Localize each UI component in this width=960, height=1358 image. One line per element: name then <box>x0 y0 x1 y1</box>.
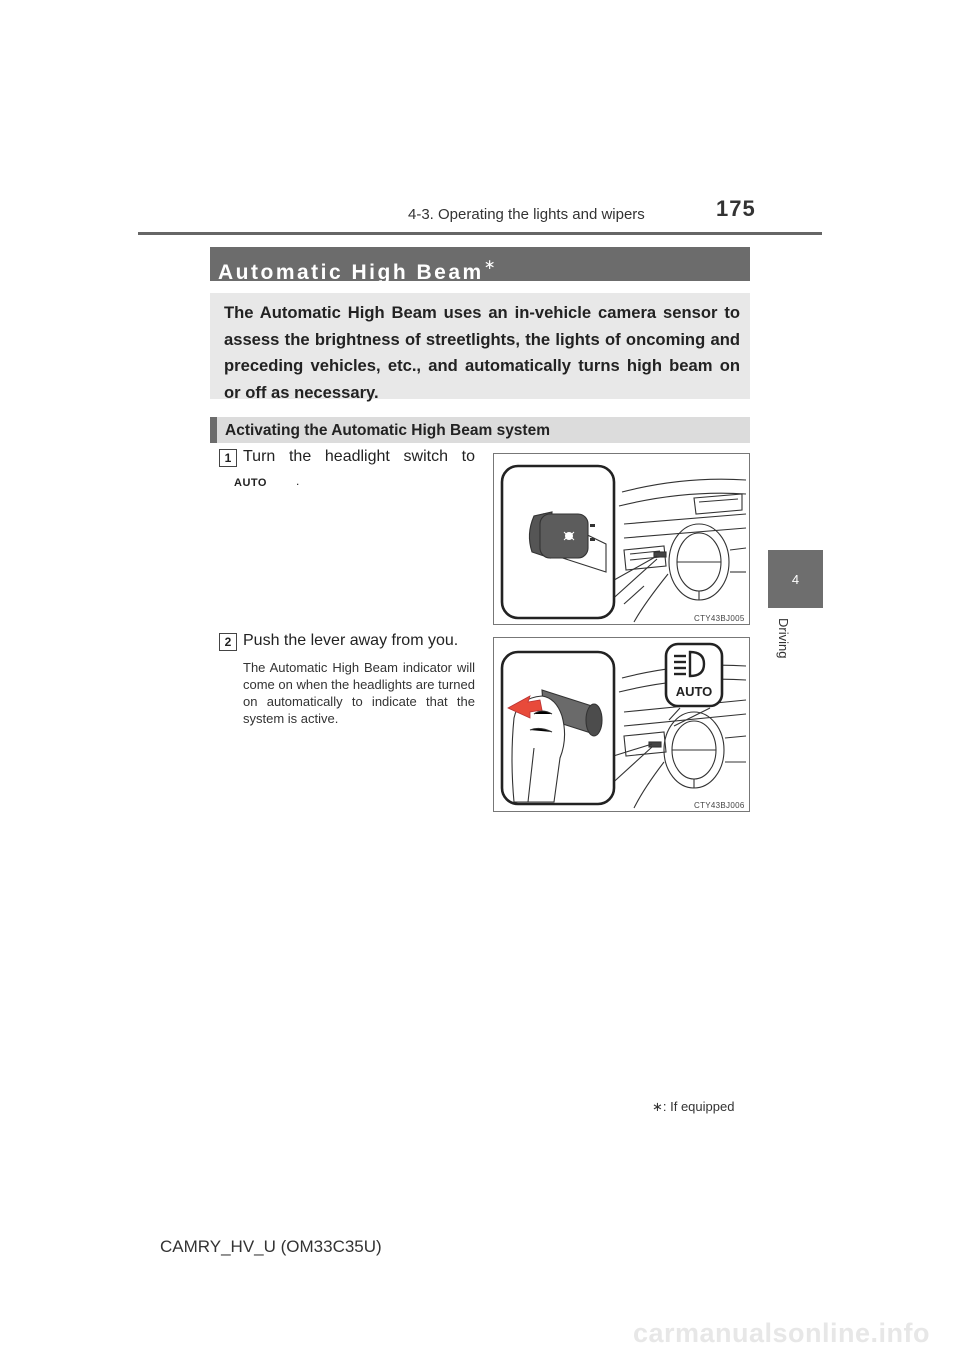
step-2-text: Push the lever away from you. <box>243 632 459 649</box>
title-text: Automatic High Beam <box>218 261 484 284</box>
chapter-label: Driving <box>776 618 791 659</box>
step-1-text: Turn the headlight switch to <box>243 448 475 465</box>
auto-switch-icon: AUTO <box>234 477 267 489</box>
step-1-suffix: . <box>296 474 300 488</box>
intro-paragraph: The Automatic High Beam uses an in-vehicle camera sensor to assess the brightness of streetlights, the lights of oncoming and preceding vehicles, etc., and automatically turns high beam on or off as necessary. <box>210 293 750 399</box>
step-1-badge: 1 <box>219 449 237 467</box>
figure-code-1: CTY43BJ005 <box>694 614 745 623</box>
headlight-switch-illustration <box>493 453 750 625</box>
lever-push-illustration <box>493 637 750 812</box>
if-equipped-marker: ∗ <box>483 256 496 272</box>
step-2-badge: 2 <box>219 633 237 651</box>
auto-indicator-label: AUTO <box>675 684 713 699</box>
subsection-heading: Activating the Automatic High Beam system <box>210 417 750 443</box>
page-number: 175 <box>716 196 756 221</box>
section-heading: 4-3. Operating the lights and wipers <box>408 206 645 223</box>
chapter-number: 4 <box>791 571 800 587</box>
chapter-tab <box>768 550 823 608</box>
page-title <box>210 247 750 284</box>
figure-code-2: CTY43BJ006 <box>694 801 745 810</box>
header-rule <box>138 232 822 235</box>
footnote-if-equipped: ∗: If equipped <box>652 1099 735 1114</box>
watermark: carmanualsonline.info <box>632 1318 930 1348</box>
step-2-description: The Automatic High Beam indicator will come on when the headlights are turned on automatically to indicate that the system is active. <box>243 660 475 726</box>
model-code: CAMRY_HV_U (OM33C35U) <box>160 1237 382 1256</box>
